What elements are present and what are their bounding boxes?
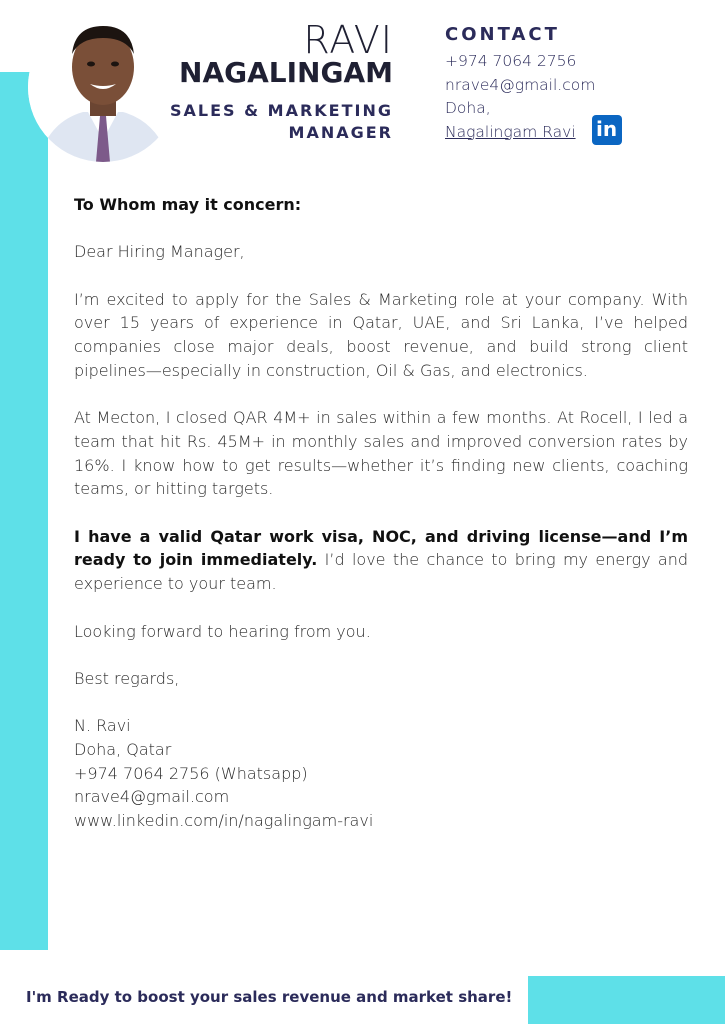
signature-email[interactable]: nrave4@gmail.com <box>74 787 230 807</box>
profile-photo <box>28 12 178 162</box>
contact-phone: +974 7064 2756 <box>445 52 577 70</box>
salutation: To Whom may it concern: <box>74 195 302 214</box>
greeting: Dear Hiring Manager, <box>74 242 245 262</box>
signature-block <box>74 714 688 833</box>
signature-linkedin[interactable]: www.linkedin.com/in/nagalingam-ravi <box>74 811 374 831</box>
signature-name: N. Ravi <box>74 716 131 736</box>
name-block <box>179 20 393 88</box>
first-name: RAVI <box>303 18 393 62</box>
contact-location: Doha, <box>445 99 491 117</box>
left-accent-bar <box>0 72 48 950</box>
contact-email[interactable]: nrave4@gmail.com <box>445 75 596 94</box>
job-title-line-2: MANAGER <box>288 123 393 142</box>
contact-section <box>445 24 622 145</box>
contact-heading: CONTACT <box>445 24 560 45</box>
footer-accent-bar <box>528 976 725 1024</box>
job-title-line-1: SALES & MARKETING <box>170 101 393 120</box>
signature-location: Doha, Qatar <box>74 740 172 760</box>
linkedin-row <box>445 116 622 145</box>
paragraph-closing-line: Looking forward to hearing from you. <box>74 621 371 641</box>
availability-highlight: I have a valid Qatar work visa, NOC, and driving license—and I’m ready to join immediately. <box>74 526 688 570</box>
linkedin-icon[interactable]: in <box>592 115 622 145</box>
paragraph-achievements: At Mecton, I closed QAR 4M+ in sales within a few months. At Rocell, I led a team that hit Rs. 45M+ in monthly sales and improved conversion rates by 16%. I know how to get results—whether it’s finding new clients, coaching teams, or hitting targets. <box>74 408 688 499</box>
cover-letter-body <box>74 193 688 833</box>
availability-rest: I’d love the chance to bring my energy and experience to your team. <box>74 550 689 594</box>
job-title <box>170 100 393 144</box>
footer-tagline: I'm Ready to boost your sales revenue and market share! <box>26 988 513 1006</box>
linkedin-link[interactable]: Nagalingam Ravi <box>445 122 576 141</box>
closing: Best regards, <box>74 668 180 688</box>
paragraph-availability <box>74 525 688 596</box>
paragraph-intro: I’m excited to apply for the Sales & Marketing role at your company. With over 15 years of experience in Qatar, UAE, and Sri Lanka, I’ve helped companies close major deals, boost revenue, and build strong client pipelines—especially in construction, Oil & Gas, and electronics. <box>74 289 688 380</box>
signature-phone: +974 7064 2756 (Whatsapp) <box>74 763 308 783</box>
last-name: NAGALINGAM <box>179 56 393 89</box>
